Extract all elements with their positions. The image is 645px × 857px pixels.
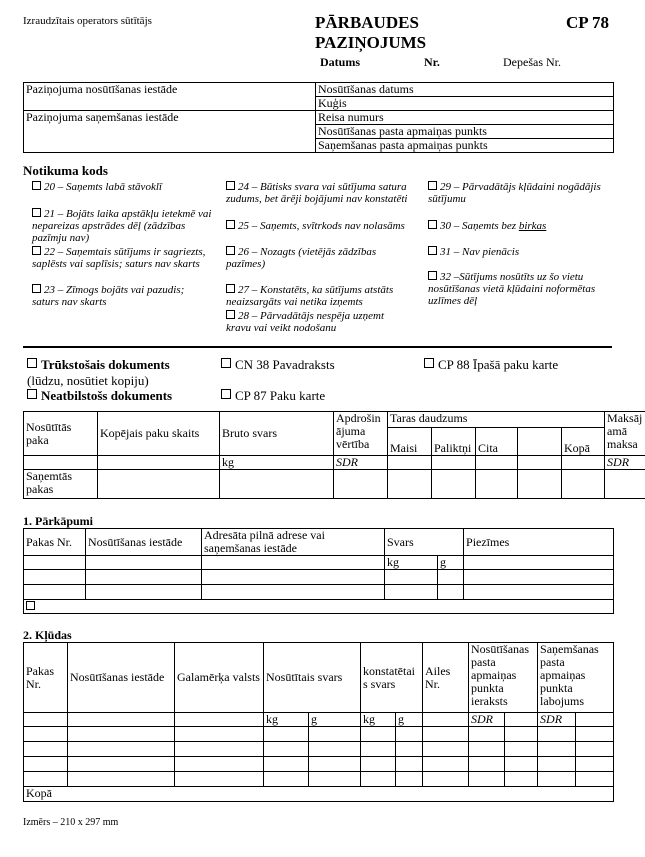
table-cell[interactable] <box>361 772 396 787</box>
sent-weight-header: Nosūtītais svars <box>264 643 361 713</box>
table-cell[interactable] <box>24 742 68 757</box>
received-parcels-label: Saņemtās pakas <box>24 470 98 499</box>
sent-parcels-label: Nosūtītās paka <box>24 412 98 456</box>
checkbox-icon <box>428 220 437 229</box>
office-table <box>23 82 614 153</box>
event-27[interactable]: 27 – Konstatēts, ka sūtījums atstāts neaizsargāts vai netika izņemts <box>226 284 394 308</box>
kg-unit: kg <box>264 713 309 727</box>
other-cell[interactable] <box>476 456 518 470</box>
checkbox-icon <box>32 284 41 293</box>
received-blank-cell[interactable] <box>518 470 562 499</box>
table-cell[interactable] <box>309 772 361 787</box>
inconsistent-document[interactable]: Neatbilstošs dokuments <box>27 388 172 404</box>
checkbox-icon <box>428 271 437 280</box>
g-unit: g <box>309 713 361 727</box>
tare-header: Taras daudzums <box>388 412 605 428</box>
received-gross-cell[interactable] <box>220 470 334 499</box>
table-cell[interactable] <box>264 757 309 772</box>
event-code-title: Notikuma kods <box>23 163 108 178</box>
parcel-no-header: Pakas Nr. <box>24 643 68 713</box>
sdr-unit: SDR <box>334 456 388 470</box>
receiving-exchange-fix-header: Saņemšanas pasta apmaiņas punkta labojums <box>538 643 614 713</box>
checkbox-icon <box>226 181 235 190</box>
violations-title: 1. Pārkāpumi <box>23 514 94 528</box>
checkbox-icon <box>428 181 437 190</box>
event-22[interactable]: 22 – Saņemtais sūtījums ir sagriezts, saplēsts vai saplīsis; saturs nav skarts <box>32 246 206 270</box>
table-cell[interactable] <box>24 727 68 742</box>
event-24[interactable]: 24 – Būtisks svara vai sūtījuma satura zudums, bet ārēji bojājumi nav konstatēti <box>226 181 408 205</box>
insured-value-header: Apdrošin ājuma vērtība <box>334 412 388 456</box>
empty-cell <box>518 428 562 456</box>
event-21[interactable]: 21 – Bojāts laika apstākļu ietekmē vai nepareizas apstrādes dēļ (zādzības pazīmju nav) <box>32 208 212 244</box>
errors-total-row: Kopā <box>24 787 614 802</box>
sdr-unit: SDR <box>538 713 576 727</box>
sending-exchange-entry-header: Nosūtīšanas pasta apmaiņas punkta ieraksts <box>469 643 538 713</box>
title-line1: PĀRBAUDES <box>315 13 419 32</box>
g-unit: g <box>396 713 423 727</box>
dispatch-number-label: Depešas Nr. <box>503 55 561 69</box>
size-footer: Izmērs – 210 x 297 mm <box>23 817 119 828</box>
checkbox-icon <box>32 181 41 190</box>
missing-document-note: (lūdzu, nosūtiet kopiju) <box>27 373 149 388</box>
received-other-cell[interactable] <box>476 470 518 499</box>
checkbox-icon <box>221 358 231 368</box>
table-cell[interactable] <box>175 727 264 742</box>
table-cell[interactable] <box>24 585 86 600</box>
table-cell[interactable] <box>505 757 538 772</box>
table-cell[interactable] <box>361 742 396 757</box>
checkbox-icon <box>226 284 235 293</box>
other-header: Cita <box>476 428 518 456</box>
tag-link[interactable]: birkas <box>518 220 547 232</box>
g-unit: g <box>438 556 464 570</box>
table-cell[interactable] <box>469 757 505 772</box>
table-cell[interactable] <box>505 742 538 757</box>
table-cell[interactable] <box>576 727 614 742</box>
sender-label: Izraudzītais operators sūtītājs <box>23 15 152 27</box>
sending-office-label: Paziņojuma nosūtīšanas iestāde <box>24 83 316 111</box>
table-cell[interactable] <box>202 570 385 585</box>
table-cell[interactable] <box>24 556 86 570</box>
table-cell[interactable] <box>469 772 505 787</box>
bags-cell[interactable] <box>388 456 432 470</box>
table-cell[interactable] <box>68 742 175 757</box>
parcel-table <box>23 411 645 499</box>
received-total-cell[interactable] <box>98 470 220 499</box>
total-parcels-header: Kopējais paku skaits <box>98 412 220 456</box>
bags-header: Maisi <box>388 428 432 456</box>
checkbox-icon <box>32 208 41 217</box>
sending-office-header: Nosūtīšanas iestāde <box>68 643 175 713</box>
checkbox-icon <box>221 389 231 399</box>
table-cell[interactable] <box>505 772 538 787</box>
table-cell[interactable] <box>385 570 438 585</box>
gross-weight-header: Bruto svars <box>220 412 334 456</box>
received-pallets-cell[interactable] <box>432 470 476 499</box>
blank-cell[interactable] <box>518 456 562 470</box>
pallets-cell[interactable] <box>432 456 476 470</box>
tare-total-cell[interactable] <box>562 456 605 470</box>
errors-title: 2. Kļūdas <box>23 628 72 642</box>
table-cell[interactable] <box>175 713 264 727</box>
table-cell[interactable] <box>396 772 423 787</box>
sdr-unit: SDR <box>469 713 505 727</box>
table-cell[interactable] <box>385 585 438 600</box>
checkbox-icon <box>424 358 434 368</box>
table-cell[interactable] <box>469 742 505 757</box>
table-cell[interactable] <box>202 556 385 570</box>
checkbox-icon <box>226 310 235 319</box>
sdr-unit: SDR <box>605 456 645 470</box>
table-cell[interactable] <box>576 742 614 757</box>
table-cell[interactable] <box>68 713 175 727</box>
table-cell[interactable] <box>396 742 423 757</box>
table-cell[interactable] <box>24 713 68 727</box>
voyage-number-field[interactable]: Reisa numurs <box>316 111 614 125</box>
form-code: CP 78 <box>566 13 609 32</box>
table-cell[interactable] <box>538 757 576 772</box>
section-divider <box>23 346 612 348</box>
table-cell[interactable] <box>175 757 264 772</box>
cp88-document[interactable]: CP 88 Īpašā paku karte <box>424 357 558 373</box>
table-cell[interactable] <box>464 585 614 600</box>
table-cell[interactable] <box>423 772 469 787</box>
number-label: Nr. <box>424 55 440 69</box>
table-cell[interactable] <box>86 570 202 585</box>
table-cell[interactable] <box>68 772 175 787</box>
event-25[interactable]: 25 – Saņemts, svītrkods nav nolasāms <box>226 220 411 232</box>
table-cell[interactable] <box>438 570 464 585</box>
table-cell[interactable] <box>538 742 576 757</box>
event-31[interactable]: 31 – Nav pienācis <box>428 246 613 258</box>
event-32[interactable]: 32 –Sūtījums nosūtīts uz šo vietu nosūtīšanas vietā kļūdaini noformētas uzlīmes dēļ <box>428 271 596 307</box>
table-cell[interactable] <box>175 772 264 787</box>
table-cell[interactable] <box>264 742 309 757</box>
received-insured-cell[interactable] <box>334 470 388 499</box>
errors-table <box>23 642 614 802</box>
table-cell[interactable] <box>264 772 309 787</box>
table-cell[interactable] <box>68 757 175 772</box>
table-cell[interactable] <box>469 727 505 742</box>
table-cell[interactable] <box>175 742 264 757</box>
weight-header: Svars <box>385 529 464 556</box>
table-cell[interactable] <box>423 713 469 727</box>
checkbox-icon[interactable] <box>26 601 35 610</box>
receiving-office-label: Paziņojuma saņemšanas iestāde <box>24 111 316 153</box>
found-weight-header: konstatētai s svars <box>361 643 423 713</box>
payable-fee-header: Maksāj amā maksa <box>605 412 645 456</box>
sent-parcels-row-cell <box>24 456 98 470</box>
table-cell[interactable] <box>538 772 576 787</box>
violations-table <box>23 528 614 614</box>
table-cell[interactable] <box>505 727 538 742</box>
table-cell[interactable] <box>464 570 614 585</box>
table-cell[interactable] <box>438 585 464 600</box>
table-cell[interactable] <box>576 713 614 727</box>
checkbox-icon <box>226 246 235 255</box>
receive-exchange-field[interactable]: Saņemšanas pasta apmaiņas punkts <box>316 139 614 153</box>
event-20[interactable]: 20 – Saņemts labā stāvoklī <box>32 181 212 193</box>
kg-unit: kg <box>361 713 396 727</box>
address-header: Adresāta pilnā adrese vai saņemšanas iestāde <box>202 529 385 556</box>
table-cell[interactable] <box>396 727 423 742</box>
checkbox-icon <box>32 246 41 255</box>
event-29[interactable]: 29 – Pārvadātājs kļūdaini nogādājis sūtījumu <box>428 181 601 205</box>
parcel-no-header: Pakas Nr. <box>24 529 86 556</box>
checkbox-icon <box>226 220 235 229</box>
title-line2: PAZIŅOJUMS <box>315 33 427 52</box>
table-cell[interactable] <box>538 727 576 742</box>
checkbox-icon <box>428 246 437 255</box>
table-cell[interactable] <box>68 727 175 742</box>
table-cell[interactable] <box>464 556 614 570</box>
missing-document[interactable]: Trūkstošais dokuments <box>27 357 170 373</box>
event-30[interactable]: 30 – Saņemts bez birkas <box>428 220 613 232</box>
checkbox-icon <box>27 358 37 368</box>
table-cell[interactable] <box>423 727 469 742</box>
table-cell[interactable] <box>24 757 68 772</box>
ship-field[interactable]: Kuģis <box>316 97 614 111</box>
checkbox-icon <box>27 389 37 399</box>
lane-number-header: Ailes Nr. <box>423 643 469 713</box>
event-26[interactable]: 26 – Nozagts (vietējās zādzības pazīmes) <box>226 246 377 270</box>
table-cell[interactable] <box>423 757 469 772</box>
received-tare-total-cell[interactable] <box>562 470 605 499</box>
table-cell[interactable] <box>202 585 385 600</box>
received-bags-cell[interactable] <box>388 470 432 499</box>
table-cell[interactable] <box>309 727 361 742</box>
table-cell[interactable] <box>264 727 309 742</box>
notes-header: Piezīmes <box>464 529 614 556</box>
event-28[interactable]: 28 – Pārvadātājs nespēja uzņemt kravu vai veikt nodošanu <box>226 310 385 334</box>
table-cell[interactable] <box>361 757 396 772</box>
sending-office-header: Nosūtīšanas iestāde <box>86 529 202 556</box>
table-cell[interactable] <box>309 757 361 772</box>
pallets-header: Paliktņi <box>432 428 476 456</box>
cn38-document[interactable]: CN 38 Pavadraksts <box>221 357 335 373</box>
table-cell[interactable] <box>576 757 614 772</box>
send-date-field[interactable]: Nosūtīšanas datums <box>316 83 614 97</box>
tare-total-header: Kopā <box>562 428 605 456</box>
table-cell[interactable] <box>361 727 396 742</box>
table-cell[interactable] <box>24 772 68 787</box>
table-cell[interactable] <box>309 742 361 757</box>
add-row-cell[interactable] <box>24 600 614 614</box>
table-cell[interactable] <box>24 570 86 585</box>
cp87-document[interactable]: CP 87 Paku karte <box>221 388 325 404</box>
table-cell[interactable] <box>396 757 423 772</box>
date-label: Datums <box>320 55 361 69</box>
event-23[interactable]: 23 – Zīmogs bojāts vai pazudis; saturs nav skarts <box>32 284 185 308</box>
total-parcels-cell[interactable] <box>98 456 220 470</box>
table-cell[interactable] <box>505 713 538 727</box>
destination-country-header: Galamērķa valsts <box>175 643 264 713</box>
table-cell[interactable] <box>86 585 202 600</box>
table-cell[interactable] <box>423 742 469 757</box>
table-cell[interactable] <box>86 556 202 570</box>
table-cell[interactable] <box>576 772 614 787</box>
received-fee-cell[interactable] <box>605 470 645 499</box>
send-exchange-field[interactable]: Nosūtīšanas pasta apmaiņas punkts <box>316 125 614 139</box>
kg-unit: kg <box>220 456 334 470</box>
kg-unit: kg <box>385 556 438 570</box>
